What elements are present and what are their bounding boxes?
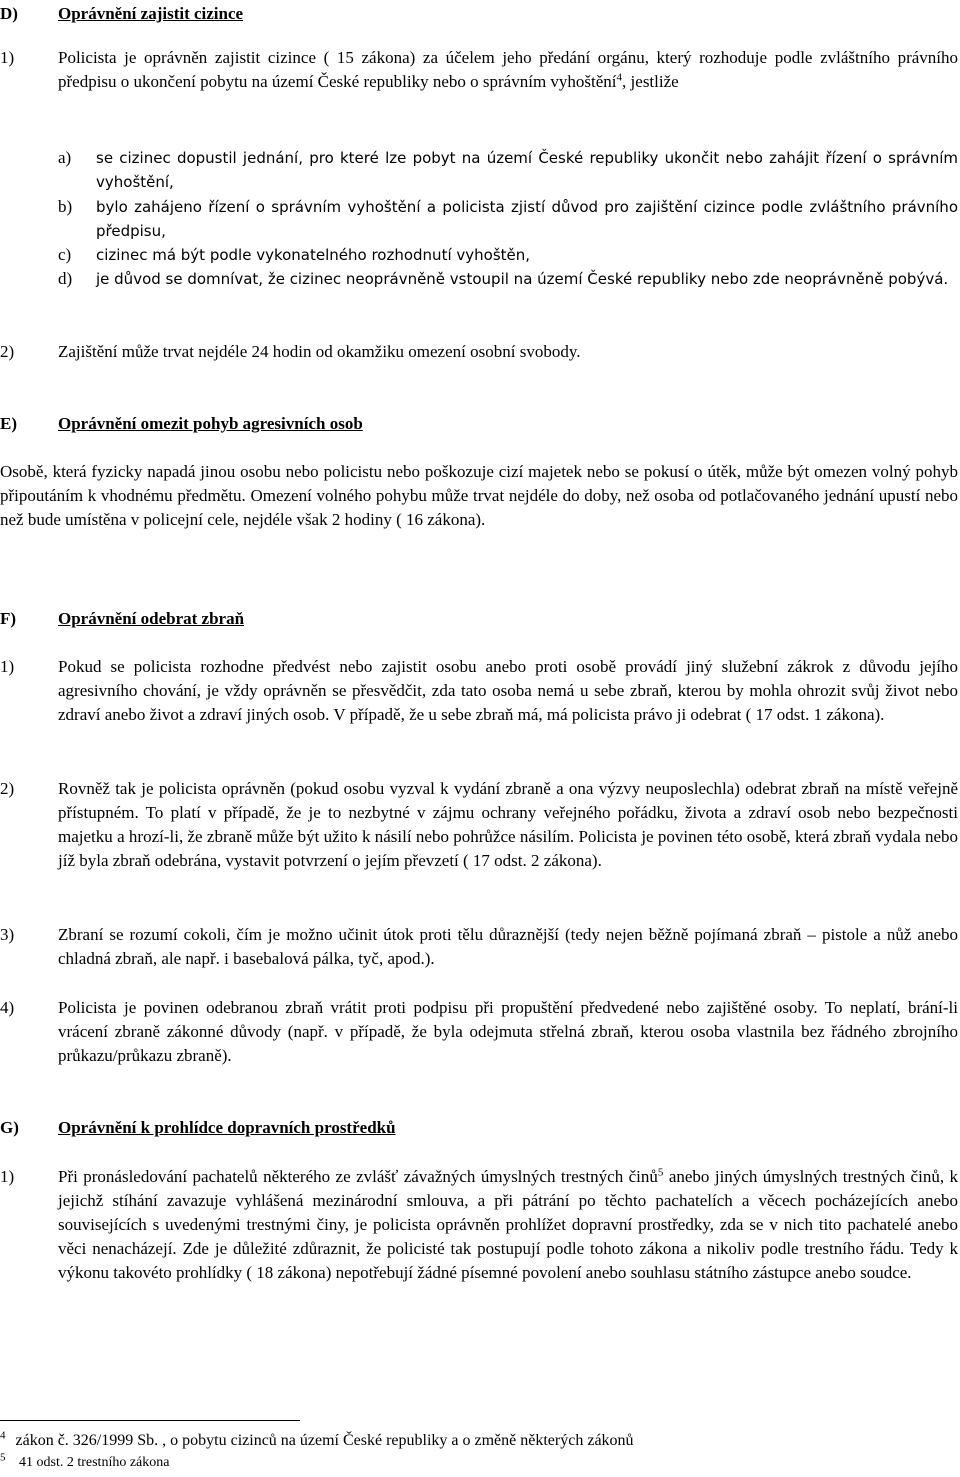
section-f-paragraph-2: Rovněž tak je policista oprávněn (pokud osobu vyzval k vydání zbraně a ona výzvy neuposlechla) odebrat zbraň na místě veřejně přístupném. To platí v případě, že je to nezbytné v zájmu ochrany veřejného pořádku, života a zdraví osob nebo bezpečnosti majetku a hrozí-li, že zbraně může být užito k násilí nebo pohrůžce násilím. Policista je povinen této osobě, která zbraň vydala nebo jíž byla zbraň odebrána, vystavit potvrzení o jejím převzetí ( 17 odst. 2 zákona).: [58, 779, 958, 870]
section-letter: F): [0, 609, 17, 628]
section-d-paragraph-2: Zajištění může trvat nejdéle 24 hodin od okamžiku omezení osobní svobody.: [58, 342, 581, 361]
paragraph-number: 1): [0, 657, 15, 676]
footnote-mark: 4: [0, 1429, 6, 1442]
footnote-mark: 5: [0, 1451, 6, 1464]
section-letter: D): [0, 4, 18, 23]
list-item-text: je důvod se domnívat, že cizinec neoprávněně vstoupil na území České republiky nebo zde neoprávněně pobývá.: [96, 270, 949, 288]
section-letter: E): [0, 414, 17, 433]
paragraph-number: 2): [0, 342, 15, 361]
footnote-ref: 4: [616, 71, 623, 84]
section-g-paragraph-1: [58, 1165, 958, 1285]
section-f-paragraph-3: Zbraní se rozumí cokoli, čím je možno učinit útok proti tělu důraznější (tedy nejen běžně pojímaná zbraň – pistole a nůž anebo chladná zbraň, ale např. i basebalová pálka, tyč, apod.).: [58, 925, 958, 968]
list-item-text: bylo zahájeno řízení o správním vyhoštění a policista zjistí důvod pro zajištění cizince podle zvláštního právního předpisu,: [96, 198, 958, 240]
paragraph-number: 4): [0, 998, 15, 1017]
paragraph-head: Při pronásledování pachatelů některého ze zvlášť závažných úmyslných trestných činů: [58, 1167, 658, 1186]
section-letter: G): [0, 1118, 19, 1137]
section-f-paragraph-4: Policista je povinen odebranou zbraň vrátit proti podpisu při propuštění předvedené nebo zajištěné osoby. To neplatí, brání-li vrácení zbraně zákonné důvody (např. v případě, že byla odejmuta střelná zbraň, kterou osoba vlastnila bez řádného zbrojního průkazu/průkazu zbraně).: [58, 998, 958, 1065]
paragraph-tail: , jestliže: [622, 72, 679, 91]
section-title: Oprávnění zajistit cizince: [58, 4, 244, 23]
footnote-4: [0, 1430, 634, 1452]
list-item-text: cizinec má být podle vykonatelného rozhodnutí vyhoštěn,: [96, 246, 531, 264]
section-g-heading: [0, 1116, 396, 1140]
paragraph-text: Policista je oprávněn zajistit cizince ( 15 zákona) za účelem jeho předání orgánu, který rozhoduje podle zvláštního právního předpisu o ukončení pobytu na území České republiky nebo o správním vyhoštění: [58, 48, 958, 91]
footnote-5: [0, 1453, 169, 1473]
list-item-label: c): [58, 245, 72, 264]
paragraph-number: 1): [0, 1167, 15, 1186]
list-item-text: se cizinec dopustil jednání, pro které lze pobyt na území České republiky ukončit nebo zahájit řízení o správním vyhoštění,: [96, 149, 958, 191]
footnote-text: 41 odst. 2 trestního zákona: [19, 1455, 170, 1470]
paragraph-number: 2): [0, 779, 15, 798]
footnote-ref: 5: [657, 1166, 664, 1179]
paragraph-number: 1): [0, 48, 15, 67]
section-e-paragraph: Osobě, která fyzicky napadá jinou osobu nebo policistu nebo poškozuje cizí majetek nebo se pokusí o útěk, může být omezen volný pohyb připoutáním k vhodnému předmětu. Omezení volného pohybu může trvat nejdéle do doby, než osoba od potlačovaného jednání upustí nebo než bude umístěna v policejní cele, nejdéle však 2 hodiny ( 16 zákona).: [0, 462, 958, 529]
section-d-heading: [0, 2, 243, 26]
list-item-label: d): [58, 269, 73, 288]
section-title: Oprávnění odebrat zbraň: [58, 609, 245, 628]
paragraph-number: 3): [0, 925, 15, 944]
section-e-heading: [0, 412, 363, 436]
section-title: Oprávnění omezit pohyb agresivních osob: [58, 414, 363, 433]
section-f-heading: [0, 607, 244, 631]
section-d-paragraph-1: [58, 46, 958, 94]
list-item-label: a): [58, 148, 72, 167]
footnote-divider: [0, 1420, 300, 1421]
paragraph-rest: anebo jiných úmyslných trestných činů, k jejichž stíhání zavazuje vyhlášená mezinárodní smlouva, a při pátrání po těchto pachatelích a věcech pocházejících anebo souvisejících s uvedenými trestnými činy, je policista oprávněn prohlížet dopravní prostředky, zda se v nich tito pachatelé anebo věci nenacházejí. Zde je důležité zdůraznit, že policisté tak postupují podle tohoto zákona a nikoliv podle trestního řádu. Tedy k výkonu takovéto prohlídky ( 18 zákona) nepotřebují žádné písemné povolení anebo souhlasu státního zástupce anebo soudce.: [58, 1167, 958, 1282]
section-f-paragraph-1: Pokud se policista rozhodne předvést nebo zajistit osobu anebo proti osobě provádí jiný služební zákrok z důvodu jejího agresivního chování, je vždy oprávněn se přesvědčit, zda tato osoba nemá u sebe zbraň, kterou by mohla ohrozit svůj život nebo zdraví anebo život a zdraví jiných osob. V případě, že u sebe zbraň má, má policista právo ji odebrat ( 17 odst. 1 zákona).: [58, 657, 958, 724]
list-item-label: b): [58, 197, 73, 216]
footnote-text: zákon č. 326/1999 Sb. , o pobytu cizinců na území České republiky a o změně některých zákonů: [15, 1432, 634, 1449]
section-title: Oprávnění k prohlídce dopravních prostředků: [58, 1118, 396, 1137]
